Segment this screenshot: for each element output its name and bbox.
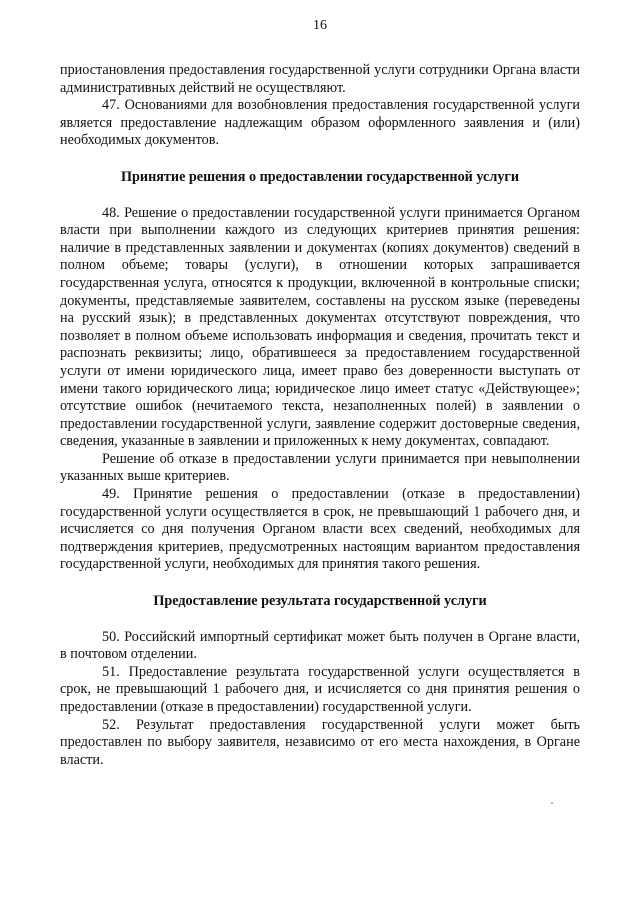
section-heading-decision: Принятие решения о предоставлении государственной услуги: [120, 168, 520, 185]
paragraph-52: 52. Результат предоставления государственной услуги может быть предоставлен по выбору заявителя, независимо от его места нахождения, в Органе власти.: [60, 716, 580, 768]
paragraph-47: 47. Основаниями для возобновления предоставления государственной услуги является предоставление надлежащим образом оформленного заявления и (или) необходимых документов.: [60, 97, 580, 149]
scan-speck: [551, 802, 553, 804]
paragraph-refusal: Решение об отказе в предоставлении услуги принимается при невыполнении указанных выше критериев.: [60, 450, 580, 485]
paragraph-51: 51. Предоставление результата государственной услуги осуществляется в срок, не превышающий 1 рабочего дня, и исчисляется со дня принятия решения о предоставлении (отказе в предоставлении) государственной услуги.: [60, 663, 580, 715]
paragraph-48: 48. Решение о предоставлении государственной услуги принимается Органом власти при выполнении каждого из следующих критериев принятия решения: наличие в представленных заявлении и документах (копиях документов) сведений в полном объеме; товары (услуги), в отношении которых запрашивается государственная услуга, относятся к продукции, включенной в контрольные списки; документы, представляемые заявителем, составлены на русском языке (переведены на русский язык); в представленных документах отсутствуют повреждения, что позволяет в полном объеме использовать информация и сведения, прочитать текст и распознать реквизиты; лицо, обратившееся за предоставлением государственной услуги от имени юридического лица, имеет право без доверенности выступать от имени такого юридического лица; юридическое лицо имеет статус «Действующее»; отсутствие ошибок (нечитаемого текста, незаполненных полей) в заявлении о предоставлении государственной услуги, заявление содержит достоверные сведения, сведения, указанные в заявлении и приложенных к нему документах, совпадают.: [60, 204, 580, 450]
page-number: 16: [313, 18, 327, 33]
paragraph-50: 50. Российский импортный сертификат может быть получен в Органе власти, в почтовом отделении.: [60, 628, 580, 663]
paragraph-49: 49. Принятие решения о предоставлении (отказе в предоставлении) государственной услуги осуществляется в срок, не превышающий 1 рабочего дня, и исчисляется со дня получения Органом власти всех сведений, необходимых для подтверждения критериев, предусмотренных настоящим вариантом предоставления государственной услуги, необходимых для принятия такого решения.: [60, 486, 580, 573]
paragraph-continuation: приостановления предоставления государственной услуги сотрудники Органа власти административных действий не осуществляют.: [60, 62, 580, 96]
section-heading-result: Предоставление результата государственной услуги: [153, 593, 487, 610]
document-body: [60, 62, 580, 769]
